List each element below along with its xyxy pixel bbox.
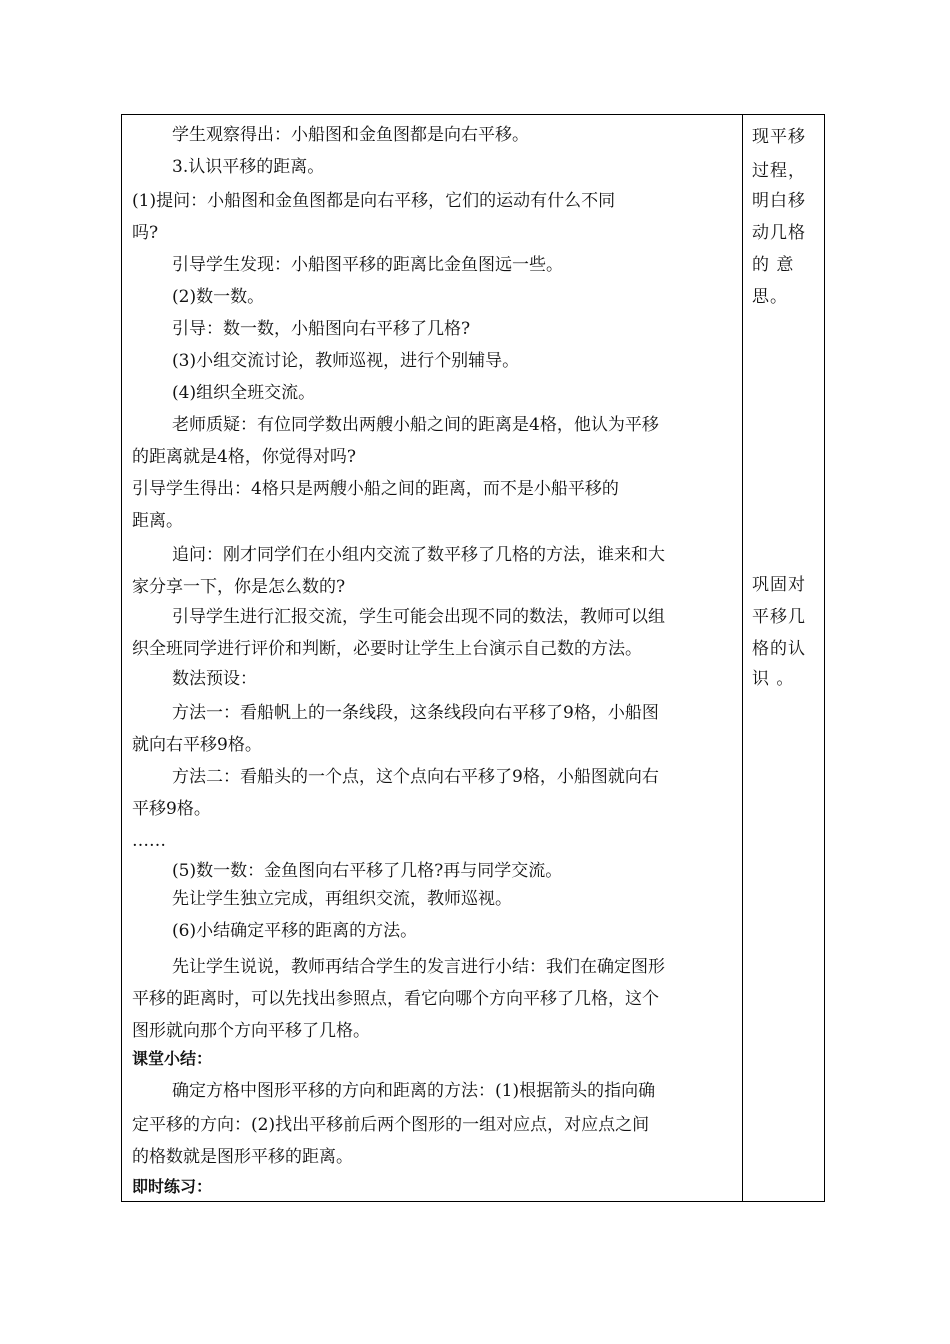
text-line: 数法预设： — [172, 669, 257, 689]
text-line: (1)提问：小船图和金鱼图都是向右平移，它们的运动有什么不同 — [132, 191, 616, 211]
side-note-line: 过程， — [752, 161, 806, 181]
text-line: 距离。 — [132, 511, 183, 531]
text-line: 引导学生得出：4格只是两艘小船之间的距离，而不是小船平移的 — [132, 479, 619, 499]
side-note-line: 明白移 — [752, 191, 806, 211]
text-line: 方法一：看船帆上的一条线段，这条线段向右平移了9格，小船图 — [172, 703, 659, 723]
text-line: 就向右平移9格。 — [132, 735, 262, 755]
text-line: 定平移的方向：(2)找出平移前后两个图形的一组对应点，对应点之间 — [132, 1115, 650, 1135]
text-line: 确定方格中图形平移的方向和距离的方法：(1)根据箭头的指向确 — [172, 1081, 656, 1101]
text-line: 织全班同学进行评价和判断，必要时让学生上台演示自己数的方法。 — [132, 639, 642, 659]
text-line: (6)小结确定平移的距离的方法。 — [172, 921, 418, 941]
section-heading: 课堂小结： — [132, 1049, 213, 1068]
text-line: 先让学生说说，教师再结合学生的发言进行小结：我们在确定图形 — [172, 957, 665, 977]
text-line: 的格数就是图形平移的距离。 — [132, 1147, 353, 1167]
text-line: (5)数一数：金鱼图向右平移了几格?再与同学交流。 — [172, 861, 563, 881]
text-line: 引导学生进行汇报交流，学生可能会出现不同的数法，教师可以组 — [172, 607, 665, 627]
text-line: 吗? — [132, 223, 159, 243]
text-line: 家分享一下，你是怎么数的? — [132, 577, 346, 597]
text-line: 老师质疑：有位同学数出两艘小船之间的距离是4格，他认为平移 — [172, 415, 659, 435]
text-line: 引导学生发现：小船图平移的距离比金鱼图远一些。 — [172, 255, 563, 275]
side-note-line: 平移几 — [752, 607, 806, 627]
text-line: …… — [132, 831, 166, 851]
side-note-line: 巩固对 — [752, 575, 806, 595]
text-line: (4)组织全班交流。 — [172, 383, 316, 403]
text-line: 3.认识平移的距离。 — [172, 157, 325, 177]
text-line: 学生观察得出：小船图和金鱼图都是向右平移。 — [172, 125, 529, 145]
text-line: 的距离就是4格，你觉得对吗? — [132, 447, 356, 467]
text-line: 引导：数一数，小船图向右平移了几格? — [172, 319, 471, 339]
side-note-line: 现平移 — [752, 127, 806, 147]
side-note-line: 思。 — [752, 287, 788, 307]
text-line: 方法二：看船头的一个点，这个点向右平移了9格，小船图就向右 — [172, 767, 659, 787]
text-line: (2)数一数。 — [172, 287, 265, 307]
text-line: 平移的距离时，可以先找出参照点，看它向哪个方向平移了几格，这个 — [132, 989, 659, 1009]
side-note-line: 的 意 — [752, 255, 795, 275]
text-line: 平移9格。 — [132, 799, 211, 819]
text-line: 图形就向那个方向平移了几格。 — [132, 1021, 370, 1041]
text-line: 追问：刚才同学们在小组内交流了数平移了几格的方法，谁来和大 — [172, 545, 665, 565]
text-line: (3)小组交流讨论，教师巡视，进行个别辅导。 — [172, 351, 520, 371]
column-divider — [742, 114, 743, 1202]
text-line: 先让学生独立完成，再组织交流，教师巡视。 — [172, 889, 512, 909]
side-note-line: 格的认 — [752, 639, 806, 659]
side-note-line: 识 。 — [752, 669, 795, 689]
section-heading: 即时练习： — [132, 1177, 213, 1196]
side-note-line: 动几格 — [752, 223, 806, 243]
